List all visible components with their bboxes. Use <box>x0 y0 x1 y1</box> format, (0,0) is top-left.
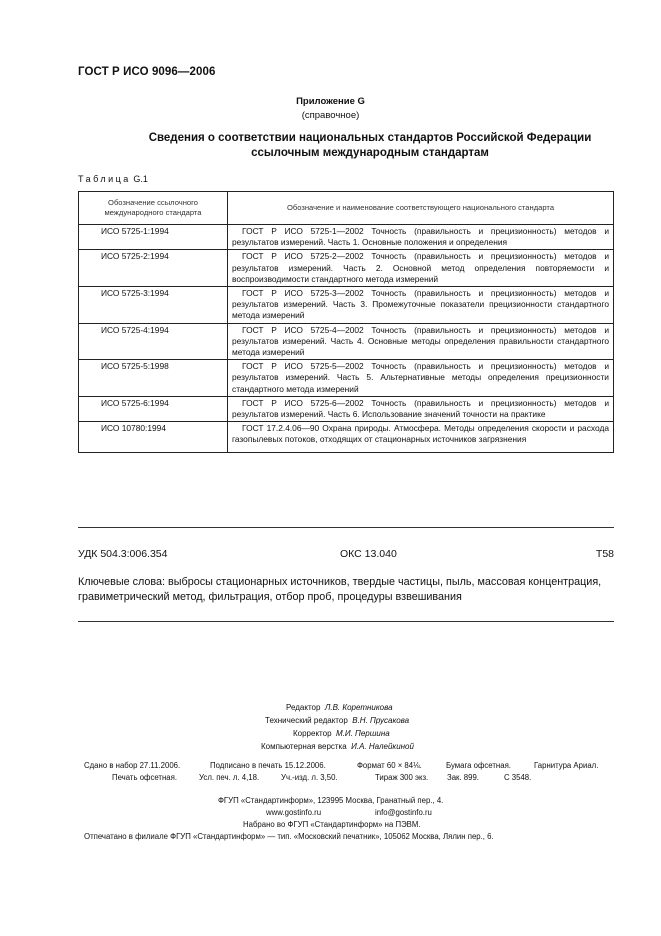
print-format: Формат 60 × 84⅛. <box>357 761 422 770</box>
intl-standard-cell: ИСО 5725-4:1994 <box>79 323 228 360</box>
header-intl-standard: Обозначение ссылочного международного стандарта <box>79 192 228 225</box>
publisher-info <box>0 796 661 846</box>
intl-standard-cell: ИСО 5725-2:1994 <box>79 250 228 287</box>
header-national-standard: Обозначение и наименование соответствующего национального стандарта <box>228 192 614 225</box>
print-method: Печать офсетная. <box>112 773 178 782</box>
credit-role: Компьютерная верстка <box>261 742 347 751</box>
annex-subtitle: (справочное) <box>301 110 360 121</box>
credit-name: Л.В. Коретникова <box>324 703 393 712</box>
divider-top <box>78 527 614 528</box>
print-run: Тираж 300 экз. <box>375 773 429 782</box>
section-title-line-1: Сведения о соответствии национальных стандартов Российской Федерации <box>148 132 592 144</box>
oks-code: ОКС 13.040 <box>340 548 397 560</box>
national-standard-cell: ГОСТ Р ИСО 5725-4—2002 Точность (правильность и прецизионность) методов и результатов измерений. Часть 4. Основные методы определения правильности стандартного метода измерений <box>228 323 614 360</box>
udk-code: УДК 504.3:006.354 <box>78 548 168 560</box>
table-caption-number: G.1 <box>133 174 148 184</box>
table-row <box>79 225 614 250</box>
credit-name: М.И. Першина <box>335 729 390 738</box>
intl-standard-cell: ИСО 5725-5:1998 <box>79 360 228 397</box>
national-standard-cell: ГОСТ Р ИСО 5725-3—2002 Точность (правильность и прецизионность) методов и результатов измерений. Часть 3. Промежуточные показатели прецизионности стандартного метода измерений <box>228 287 614 324</box>
keywords: Ключевые слова: выбросы стационарных источников, твердые частицы, пыль, массовая концентрация, гравиметрический метод, фильтрация, отбор проб, процедуры взвешивания <box>78 576 602 603</box>
credit-proofreader <box>293 727 390 740</box>
credit-role: Корректор <box>293 729 332 738</box>
print-order: Зак. 899. <box>447 773 479 782</box>
table-header-row <box>79 192 614 225</box>
table-row <box>79 250 614 287</box>
correspondence-table <box>78 191 614 453</box>
intl-standard-cell: ИСО 10780:1994 <box>79 422 228 452</box>
national-standard-cell: ГОСТ Р ИСО 5725-6—2002 Точность (правильность и прецизионность) методов и результатов измерений. Часть 6. Использование значений точности на практике <box>228 396 614 421</box>
print-typeface: Гарнитура Ариал. <box>534 761 599 770</box>
credit-role: Технический редактор <box>265 716 348 725</box>
intl-standard-cell: ИСО 5725-1:1994 <box>79 225 228 250</box>
credit-name: И.А. Налейкиной <box>351 742 414 751</box>
national-standard-cell: ГОСТ 17.2.4.06—90 Охрана природы. Атмосфера. Методы определения скорости и расхода газопылевых потоков, отходящих от стационарных источников загрязнения <box>228 422 614 452</box>
national-standard-cell: ГОСТ Р ИСО 5725-5—2002 Точность (правильность и прецизионность) методов и результатов измерений. Часть 5. Альтернативные методы определения прецизионности стандартного метода измерений <box>228 360 614 397</box>
print-paper: Бумага офсетная. <box>446 761 511 770</box>
category-code: Т58 <box>595 548 614 560</box>
credit-role: Редактор <box>286 703 321 712</box>
intl-standard-cell: ИСО 5725-6:1994 <box>79 396 228 421</box>
table-row <box>79 360 614 397</box>
intl-standard-cell: ИСО 5725-3:1994 <box>79 287 228 324</box>
divider-bottom <box>78 621 614 622</box>
print-code: С 3548. <box>504 773 532 782</box>
credit-tech-editor <box>265 714 409 727</box>
table-row <box>79 396 614 421</box>
table-row <box>79 422 614 452</box>
table-row <box>79 323 614 360</box>
publisher-printing: Отпечатано в филиале ФГУП «Стандартинформ» — тип. «Московский печатник», 105062 Москва, Лялин пер., 6. <box>84 832 494 841</box>
publisher-address: ФГУП «Стандартинформ», 123995 Москва, Гранатный пер., 4. <box>218 796 444 805</box>
print-signed-date: Подписано в печать 15.12.2006. <box>210 761 326 770</box>
publisher-typesetting: Набрано во ФГУП «Стандартинформ» на ПЭВМ. <box>243 820 421 829</box>
document-code-header: ГОСТ Р ИСО 9096—2006 <box>78 66 216 78</box>
print-typeset-date: Сдано в набор 27.11.2006. <box>84 761 181 770</box>
table-row <box>79 287 614 324</box>
section-title-line-2: ссылочным международным стандартам <box>251 147 489 159</box>
credit-editor <box>286 701 393 714</box>
print-conv-sheets: Усл. печ. л. 4,18. <box>199 773 260 782</box>
publisher-email: info@gostinfo.ru <box>375 808 432 817</box>
credit-layout <box>261 740 414 753</box>
publisher-website: www.gostinfo.ru <box>266 808 322 817</box>
table-caption-prefix: Таблица <box>78 174 131 184</box>
national-standard-cell: ГОСТ Р ИСО 5725-1—2002 Точность (правильность и прецизионность) методов и результатов измерений. Часть 1. Основные положения и определения <box>228 225 614 250</box>
national-standard-cell: ГОСТ Р ИСО 5725-2—2002 Точность (правильность и прецизионность) методов и результатов измерений. Часть 2. Основной метод определения повторяемости и воспроизводимости стандартного метода измерений <box>228 250 614 287</box>
credit-name: В.Н. Прусакова <box>352 716 410 725</box>
print-pub-sheets: Уч.-изд. л. 3,50. <box>281 773 338 782</box>
print-info <box>0 761 661 789</box>
table-caption <box>78 174 148 184</box>
annex-title: Приложение G <box>296 96 365 107</box>
